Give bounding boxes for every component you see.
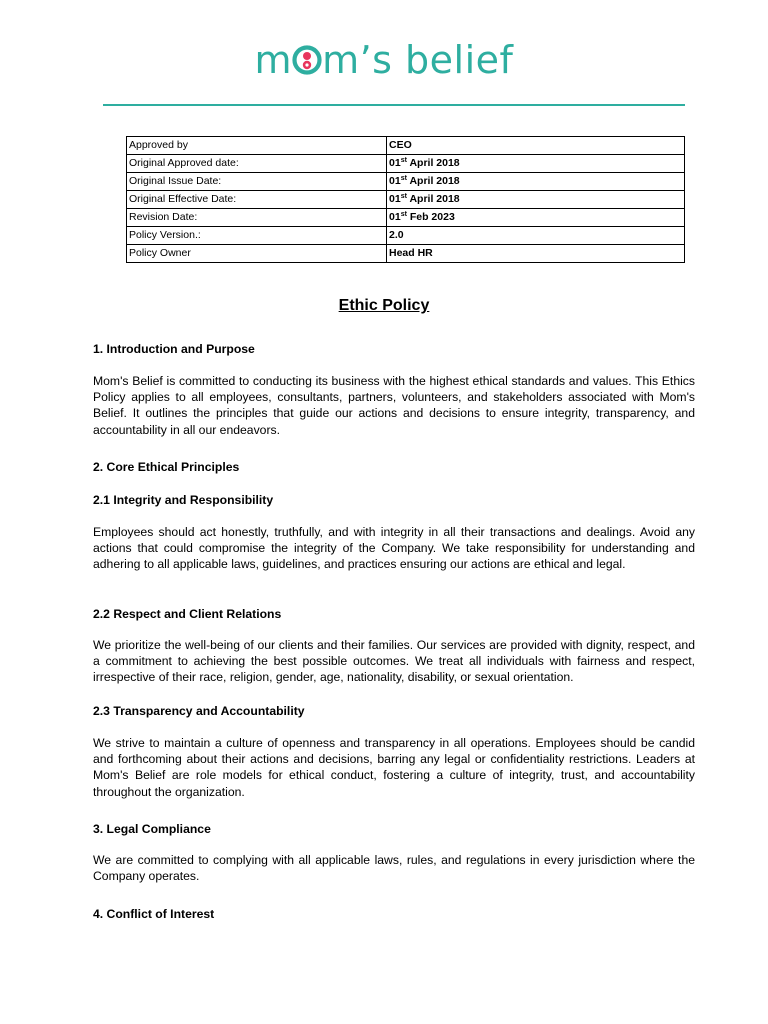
page-title: Ethic Policy bbox=[338, 297, 430, 314]
header-divider bbox=[103, 104, 685, 106]
table-row bbox=[127, 191, 685, 209]
table-value: 2.0 bbox=[387, 227, 685, 245]
section-heading: 4. Conflict of Interest bbox=[93, 907, 215, 921]
table-label: Policy Version.: bbox=[127, 227, 387, 245]
section-paragraph: We prioritize the well-being of our clients and their families. Our services are provided with dignity, respect, and a commitment to achieving the best possible outcomes. We treat all individuals with fairness and respect, irrespective of their race, religion, gender, age, nationality, disability, or sexual orientation. bbox=[93, 638, 695, 685]
section-heading: 2.1 Integrity and Responsibility bbox=[93, 493, 274, 507]
logo-mother-icon bbox=[292, 45, 322, 75]
table-value: Head HR bbox=[387, 245, 685, 263]
section-paragraph: Mom's Belief is committed to conducting its business with the highest ethical standards and values. This Ethics Policy applies to all employees, consultants, partners, volunteers, and stakeholders associated with Mom's Belief. It outlines the principles that guide our actions and decisions to ensure integrity, transparency, and accountability in all our endeavors. bbox=[93, 374, 695, 437]
table-value: 01st April 2018 bbox=[387, 173, 685, 191]
logo-text-end: m’s belief bbox=[322, 38, 514, 82]
section-heading: 2.2 Respect and Client Relations bbox=[93, 607, 282, 621]
table-label: Approved by bbox=[127, 137, 387, 155]
table-label: Original Issue Date: bbox=[127, 173, 387, 191]
table-row bbox=[127, 227, 685, 245]
table-row bbox=[127, 173, 685, 191]
table-value: 01st April 2018 bbox=[387, 191, 685, 209]
table-row bbox=[127, 137, 685, 155]
section-heading: 2. Core Ethical Principles bbox=[93, 460, 240, 474]
table-value: 01st April 2018 bbox=[387, 155, 685, 173]
table-label: Original Effective Date: bbox=[127, 191, 387, 209]
table-row bbox=[127, 155, 685, 173]
section-heading: 2.3 Transparency and Accountability bbox=[93, 704, 305, 718]
table-value: 01st Feb 2023 bbox=[387, 209, 685, 227]
policy-metadata-table bbox=[126, 136, 685, 263]
table-label: Policy Owner bbox=[127, 245, 387, 263]
table-value: CEO bbox=[387, 137, 685, 155]
logo-text-start: m bbox=[254, 38, 293, 82]
table-label: Revision Date: bbox=[127, 209, 387, 227]
section-heading: 1. Introduction and Purpose bbox=[93, 342, 255, 356]
section-paragraph: We are committed to complying with all applicable laws, rules, and regulations in every jurisdiction where the Company operates. bbox=[93, 853, 695, 884]
section-paragraph: Employees should act honestly, truthfully, and with integrity in all their transactions and dealings. Avoid any actions that could compromise the integrity of the Company. We take responsibility for understanding and adhering to all applicable laws, guidelines, and practices ensuring our actions are ethical and legal. bbox=[93, 525, 695, 572]
table-row bbox=[127, 209, 685, 227]
table-row bbox=[127, 245, 685, 263]
table-label: Original Approved date: bbox=[127, 155, 387, 173]
section-paragraph: We strive to maintain a culture of openness and transparency in all operations. Employees should be candid and forthcoming about their actions and decisions, barring any legal or confidentiality restrictions. Leaders at Mom's Belief are role models for ethical conduct, fostering a culture of integrity, trust, and accountability throughout the organization. bbox=[93, 736, 695, 799]
section-heading: 3. Legal Compliance bbox=[93, 822, 211, 836]
company-logo bbox=[0, 36, 768, 93]
